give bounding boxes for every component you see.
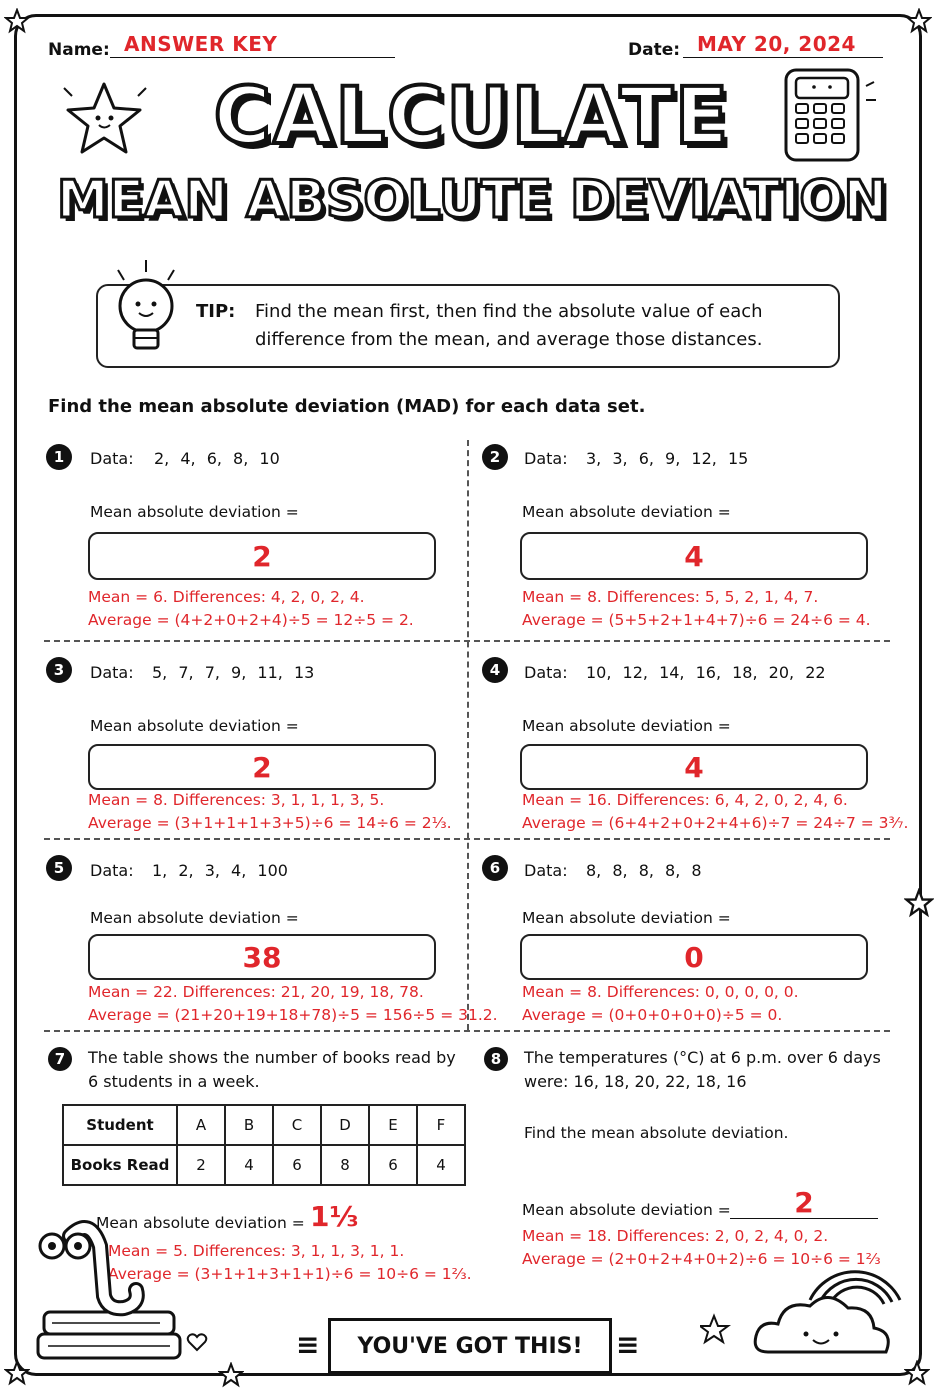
problem8-line-1: The temperatures (°C) at 6 p.m. over 6 days xyxy=(524,1048,881,1067)
table-header: Books Read xyxy=(63,1145,177,1185)
page-subtitle: MEAN ABSOLUTE DEVIATION xyxy=(56,170,888,230)
table-cell: 6 xyxy=(369,1145,417,1185)
mad-label: Mean absolute deviation = xyxy=(522,717,731,735)
mad-label: Mean absolute deviation = xyxy=(522,1201,731,1219)
work-line-1: Mean = 16. Differences: 6, 4, 2, 0, 2, 4, 6. xyxy=(522,791,848,809)
column-divider xyxy=(467,440,469,1030)
table-cell: B xyxy=(225,1105,273,1145)
answer-value: 2 xyxy=(794,1186,814,1219)
data-values: 3, 3, 6, 9, 12, 15 xyxy=(586,449,749,468)
problem8-question: Find the mean absolute deviation. xyxy=(524,1124,789,1142)
table-cell: 4 xyxy=(225,1145,273,1185)
table-cell: C xyxy=(273,1105,321,1145)
star-icon xyxy=(4,1360,30,1386)
table-cell: A xyxy=(177,1105,225,1145)
answer-box[interactable]: 38 xyxy=(88,934,436,980)
work-line-2: Average = (5+5+2+1+4+7)÷6 = 24÷6 = 4. xyxy=(522,611,871,629)
work-line-1: Mean = 8. Differences: 0, 0, 0, 0, 0. xyxy=(522,983,799,1001)
name-label: Name: xyxy=(48,40,110,60)
problem7-line-2: 6 students in a week. xyxy=(88,1072,260,1091)
answer-value: 1⅓ xyxy=(310,1200,359,1233)
problem-number: 1 xyxy=(46,444,72,470)
problem-number: 5 xyxy=(46,855,72,881)
data-label: Data: xyxy=(90,861,134,880)
table-cell: 2 xyxy=(177,1145,225,1185)
tip-line-1: Find the mean first, then find the absolute value of each xyxy=(255,301,763,322)
name-value: ANSWER KEY xyxy=(124,32,278,56)
work-line-1: Mean = 8. Differences: 3, 1, 1, 1, 3, 5. xyxy=(88,791,385,809)
data-label: Data: xyxy=(90,449,134,468)
table-cell: D xyxy=(321,1105,369,1145)
work-line-2: Average = (3+1+1+1+3+5)÷6 = 14÷6 = 2⅓. xyxy=(88,814,452,832)
table-row xyxy=(63,1145,465,1185)
row-divider xyxy=(44,1030,890,1032)
date-value: MAY 20, 2024 xyxy=(697,32,856,56)
work-line-1: Mean = 6. Differences: 4, 2, 0, 2, 4. xyxy=(88,588,365,606)
heart-icon xyxy=(186,1332,208,1352)
data-values: 10, 12, 14, 16, 18, 20, 22 xyxy=(586,663,826,682)
table-cell: F xyxy=(417,1105,465,1145)
banner-left-mark: ≡ xyxy=(296,1328,320,1361)
banner-right-mark: ≡ xyxy=(616,1328,640,1361)
date-field[interactable] xyxy=(683,32,883,58)
data-label: Data: xyxy=(90,663,134,682)
data-values: 5, 7, 7, 9, 11, 13 xyxy=(152,663,315,682)
answer-line[interactable] xyxy=(730,1186,878,1219)
data-label: Data: xyxy=(524,861,568,880)
work-line-1: Mean = 8. Differences: 5, 5, 2, 1, 4, 7. xyxy=(522,588,819,606)
problem-number: 7 xyxy=(48,1047,72,1071)
data-label: Data: xyxy=(524,663,568,682)
table-cell: 6 xyxy=(273,1145,321,1185)
data-values: 1, 2, 3, 4, 100 xyxy=(152,861,288,880)
answer-box[interactable]: 4 xyxy=(520,532,868,580)
mad-label: Mean absolute deviation = xyxy=(522,909,731,927)
name-field[interactable] xyxy=(110,32,395,58)
mad-label: Mean absolute deviation = xyxy=(90,503,299,521)
problem-number: 8 xyxy=(484,1047,508,1071)
problem-number: 6 xyxy=(482,855,508,881)
work-line-2: Average = (0+0+0+0+0)÷5 = 0. xyxy=(522,1006,783,1024)
mad-label: Mean absolute deviation = xyxy=(90,717,299,735)
data-values: 8, 8, 8, 8, 8 xyxy=(586,861,702,880)
work-line-2: Average = (6+4+2+0+2+4+6)÷7 = 24÷7 = 3³⁄₇. xyxy=(522,814,909,832)
answer-box[interactable]: 4 xyxy=(520,744,868,790)
work-line-1: Mean = 18. Differences: 2, 0, 2, 4, 0, 2. xyxy=(522,1227,829,1245)
work-line-2: Average = (4+2+0+2+4)÷5 = 12÷5 = 2. xyxy=(88,611,414,629)
table-cell: E xyxy=(369,1105,417,1145)
star-icon xyxy=(4,8,30,34)
answer-box[interactable]: 0 xyxy=(520,934,868,980)
work-line-1: Mean = 5. Differences: 3, 1, 1, 3, 1, 1. xyxy=(108,1242,405,1260)
work-line-2: Average = (3+1+1+3+1+1)÷6 = 10÷6 = 1⅔. xyxy=(108,1265,472,1283)
problem7-line-1: The table shows the number of books read by xyxy=(88,1048,456,1067)
work-line-2: Average = (21+20+19+18+78)÷5 = 156÷5 = 31.2. xyxy=(88,1006,498,1024)
page-title: CALCULATE xyxy=(213,72,731,162)
cloud-icon xyxy=(700,1240,910,1370)
data-values: 2, 4, 6, 8, 10 xyxy=(154,449,280,468)
mad-label: Mean absolute deviation = xyxy=(522,503,731,521)
books-table xyxy=(62,1104,466,1186)
problem8-line-2: were: 16, 18, 20, 22, 18, 16 xyxy=(524,1072,747,1091)
answer-box[interactable]: 2 xyxy=(88,744,436,790)
tip-label: TIP: xyxy=(196,301,236,322)
instructions: Find the mean absolute deviation (MAD) for each data set. xyxy=(48,396,646,417)
bookworm-icon xyxy=(30,1196,210,1372)
calculator-icon xyxy=(770,66,880,166)
answer-box[interactable]: 2 xyxy=(88,532,436,580)
date-label: Date: xyxy=(628,40,681,60)
problem-number: 2 xyxy=(482,444,508,470)
table-row xyxy=(63,1105,465,1145)
mad-label: Mean absolute deviation = xyxy=(96,1214,305,1232)
row-divider xyxy=(44,838,890,840)
table-cell: 8 xyxy=(321,1145,369,1185)
data-label: Data: xyxy=(524,449,568,468)
mad-label: Mean absolute deviation = xyxy=(90,909,299,927)
star-icon xyxy=(218,1362,244,1388)
row-divider xyxy=(44,640,890,642)
lightbulb-icon xyxy=(96,258,196,368)
work-line-2: Average = (2+0+2+4+0+2)÷6 = 10÷6 = 1⅔ xyxy=(522,1250,881,1268)
star-icon xyxy=(906,8,932,34)
star-icon xyxy=(904,888,934,918)
table-cell: 4 xyxy=(417,1145,465,1185)
problem-number: 4 xyxy=(482,657,508,683)
problem-number: 3 xyxy=(46,657,72,683)
tip-line-2: difference from the mean, and average those distances. xyxy=(255,329,763,350)
work-line-1: Mean = 22. Differences: 21, 20, 19, 18, 78. xyxy=(88,983,424,1001)
table-header: Student xyxy=(63,1105,177,1145)
encouragement-banner: YOU'VE GOT THIS! xyxy=(328,1318,612,1374)
